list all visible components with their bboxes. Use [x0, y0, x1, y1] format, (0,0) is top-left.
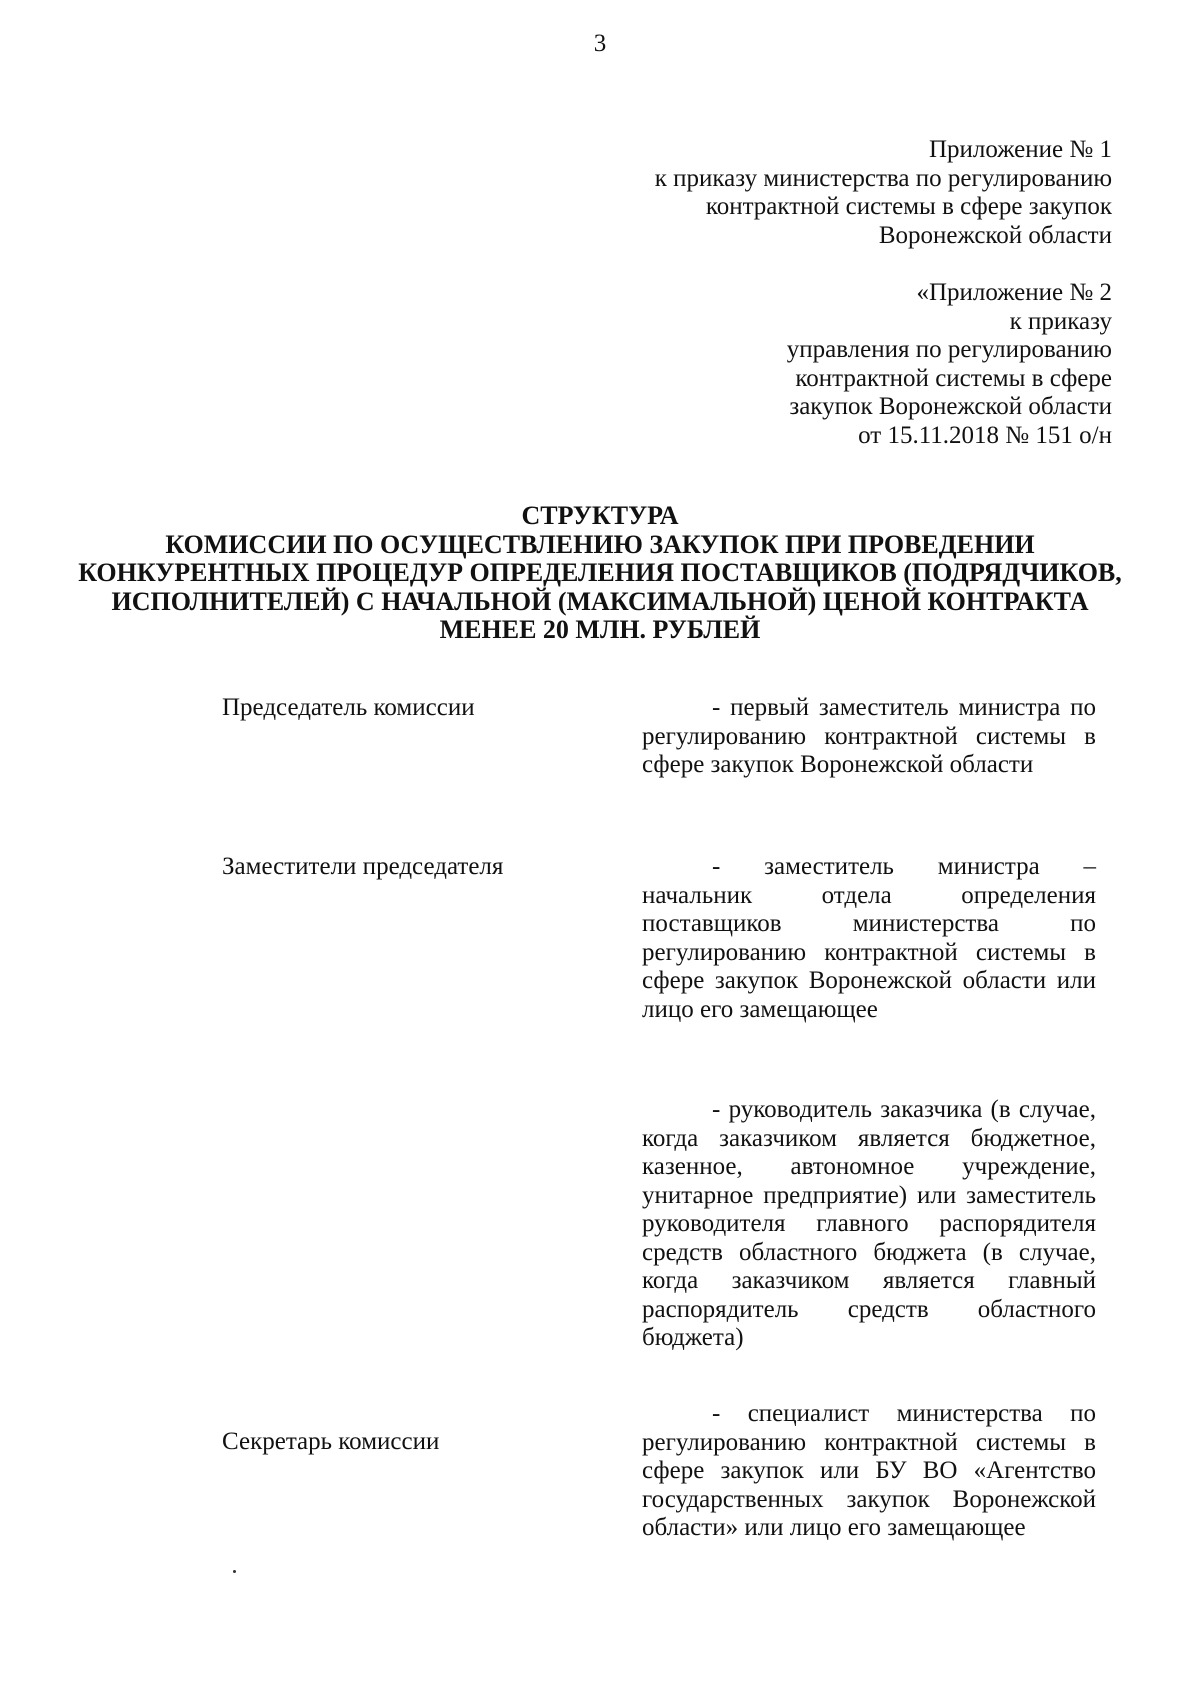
- annex-2-line: закупок Воронежской области: [789, 393, 1112, 421]
- member-description: - специалист министерства по регулированию контрактной системы в сфере закупок или БУ ВО «Агентство государственных закупок Воронежской области» или лицо его замещающее: [642, 1400, 1096, 1541]
- page-number: 3: [593, 30, 607, 57]
- heading-line: КОМИССИИ ПО ОСУЩЕСТВЛЕНИЮ ЗАКУПОК ПРИ ПРОВЕДЕНИИ: [165, 529, 1035, 559]
- heading-line: ИСПОЛНИТЕЛЕЙ) С НАЧАЛЬНОЙ (МАКСИМАЛЬНОЙ) ЦЕНОЙ КОНТРАКТА: [111, 586, 1089, 616]
- annex-2-line: от 15.11.2018 № 151 о/н: [858, 421, 1112, 449]
- document-heading: [0, 502, 1200, 645]
- annex-1-line: к приказу министерства по регулированию: [654, 164, 1112, 192]
- member-description: - руководитель заказчика (в случае, когда заказчиком является бюджетное, казенное, автономное учреждение, унитарное предприятие) или заместитель руководителя главного распорядителя средств областного бюджета (в случае, когда заказчиком является главный распорядитель средств областного бюджета): [642, 1096, 1096, 1351]
- heading-title: СТРУКТУРА: [521, 501, 679, 530]
- member-role: Секретарь комиссии: [222, 1428, 440, 1455]
- member-role: Заместители председателя: [222, 853, 504, 880]
- annex-2-line: к приказу: [1009, 307, 1112, 335]
- annex-2-reference: [787, 279, 1112, 451]
- stray-dot-mark: [233, 1570, 236, 1573]
- annex-1-reference: [655, 136, 1112, 250]
- annex-2-line: управления по регулированию: [786, 336, 1112, 364]
- member-description: - первый заместитель министра по регулированию контрактной системы в сфере закупок Воронежской области: [642, 694, 1096, 778]
- annex-2-line: контрактной системы в сфере: [795, 364, 1112, 392]
- annex-1-line: Воронежской области: [878, 221, 1112, 249]
- member-role: Председатель комиссии: [222, 694, 475, 721]
- heading-line: КОНКУРЕНТНЫХ ПРОЦЕДУР ОПРЕДЕЛЕНИЯ ПОСТАВЩИКОВ (ПОДРЯДЧИКОВ,: [78, 558, 1122, 588]
- annex-1-line: Приложение № 1: [928, 136, 1112, 163]
- annex-2-line: «Приложение № 2: [916, 279, 1112, 306]
- annex-1-line: контрактной системы в сфере закупок: [705, 193, 1112, 221]
- heading-line: МЕНЕЕ 20 МЛН. РУБЛЕЙ: [439, 615, 761, 645]
- member-description: - заместитель министра – начальник отдела определения поставщиков министерства по регулированию контрактной системы в сфере закупок Воронежской области или лицо его замещающее: [642, 853, 1096, 1023]
